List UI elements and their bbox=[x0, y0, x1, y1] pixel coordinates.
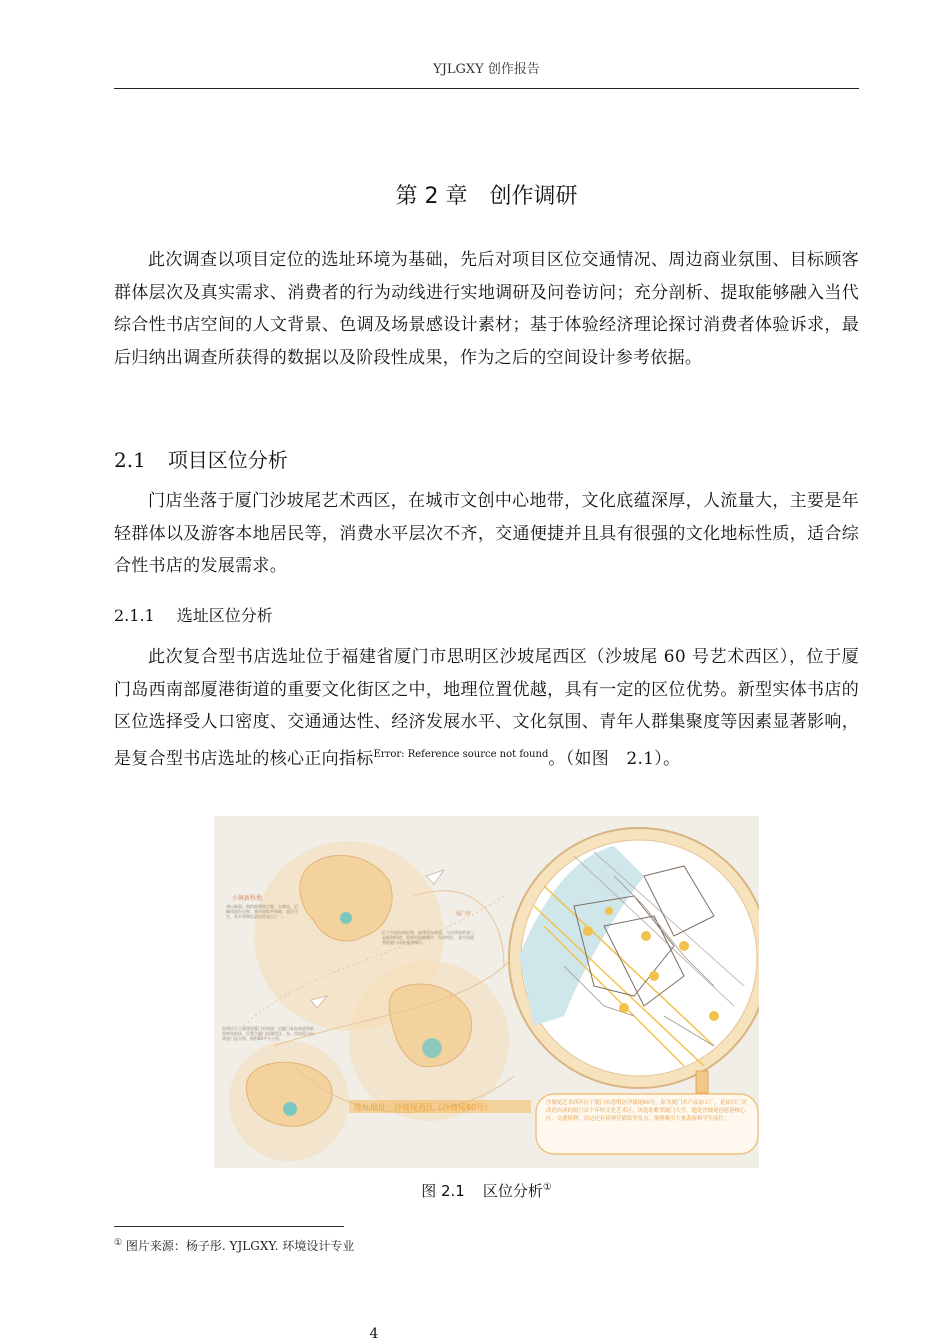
subsection-title: 选址区位分析 bbox=[176, 606, 273, 625]
section-heading-2-1 bbox=[114, 444, 288, 473]
reference-error: Error: Reference source not found bbox=[373, 748, 549, 760]
figure-site-description: 沙坡尾艺术西区位于厦门市思明区沙坡尾60号，原为厦门水产品加工厂，是由旧厂房改造而成的厦门首个年轻文化艺术区。该选址毗邻厦门大学，地处沙坡尾创意港核心区，交通便利，周边还有顶澳仔猫街等景点，能够吸引大量游客和学生前往。 bbox=[546, 1100, 747, 1122]
section-title: 项目区位分析 bbox=[167, 448, 288, 472]
figure-text-mid: 位于中国东南沿海，福建省东南部，与台湾省的金门县隔海相望，重要的海港城市，经济特区，是中国重要的港口风景旅游城市。 bbox=[382, 930, 474, 945]
paragraph-body: 此次复合型书店选址位于福建省厦门市思明区沙坡尾西区（沙坡尾 60 号艺术西区），位于厦门岛西南部厦港街道的重要文化街区之中，地理位置优越，具有一定的区位优势。新型实体书店的区位选择受人口密度、交通通达性、经济发展水平、文化氛围、青年人群集聚度等因素显著影响，是复合型书店选址的核心正向指标 bbox=[114, 647, 859, 769]
footnote-text: 图片来源：杨子彤. YJLGXY. 环境设计专业 bbox=[125, 1239, 355, 1253]
figure-text-left-1: 胡山新晨、简约地理两点集，东港处，后峰线加生启界，基中国家共和地，高层学生，其中事物区最近的各点之一。 bbox=[226, 904, 298, 919]
footnote-mark: ① bbox=[114, 1238, 123, 1248]
caption-title: 区位分析 bbox=[482, 1182, 543, 1200]
section-number: 2.1 bbox=[114, 448, 146, 472]
intro-paragraph: 此次调查以项目定位的选址环境为基础，先后对项目区位交通情况、周边商业氛围、目标顾客群体层次及真实需求、消费者的行为动线进行实地调研及问卷访问；充分剖析、提取能够融入当代综合性书店空间的人文背景、色调及场景感设计素材；基于体验经济理论探讨消费者体验诉求，最后归纳出调查所获得的数据以及阶段性成果，作为之后的空间设计参考依据。 bbox=[114, 250, 859, 368]
paragraph-tail: 。（如图 2.1）。 bbox=[548, 748, 681, 769]
figure-label-mid: 厦门市 bbox=[456, 911, 472, 917]
page-number: 4 bbox=[369, 1326, 379, 1342]
caption-footnote-mark: ① bbox=[542, 1182, 552, 1193]
figure-label-top-left: 小镇新科地 bbox=[232, 895, 263, 902]
location-analysis-figure bbox=[214, 816, 759, 1168]
section-heading-2-1-1 bbox=[114, 603, 273, 626]
subsection-number: 2.1.1 bbox=[114, 606, 155, 625]
figure-text-left-2: 思明区位于福建省厦门市南部，由厦门本岛南部和鼓浪屿岛组成，位置与厦门岛湖里区、东、西南面与台湾金门县为邻，面积84平方公里。 bbox=[222, 1026, 314, 1041]
header-rule bbox=[114, 88, 859, 89]
footnote bbox=[114, 1237, 354, 1254]
footnote-rule bbox=[114, 1226, 344, 1227]
section-2-1-1-paragraph bbox=[114, 641, 859, 775]
section-2-1-paragraph: 门店坐落于厦门沙坡尾艺术西区，在城市文创中心地带，文化底蕴深厚，人流量大，主要是年轻群体以及游客本地居民等，消费水平层次不齐，交通便捷并且具有很强的文化地标性质，适合综合性书店的发展需求。 bbox=[114, 491, 859, 576]
figure-site-label: 选址地址：沙坡尾西区（沙坡尾60号） bbox=[354, 1103, 493, 1112]
figure-caption bbox=[114, 1180, 859, 1201]
caption-number: 图 2.1 bbox=[421, 1182, 465, 1200]
page-header: YJLGXY 创作报告 bbox=[433, 62, 540, 77]
chapter-title: 第 2 章 创作调研 bbox=[395, 184, 578, 209]
